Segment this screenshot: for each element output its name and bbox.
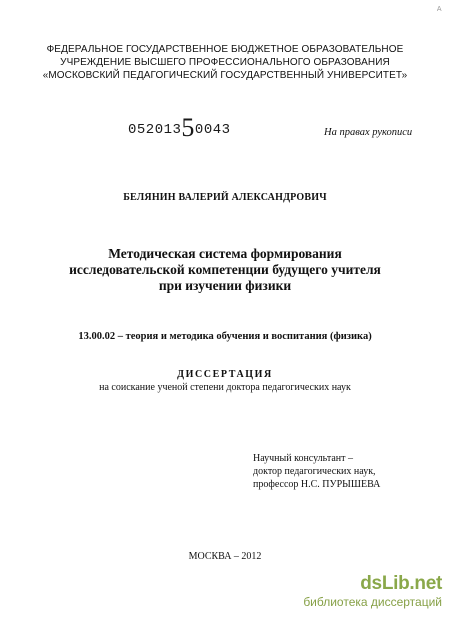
specialty-code: 13.00.02 – теория и методика обучения и воспитания (физика): [78, 331, 372, 342]
consultant-line-2: доктор педагогических наук,: [253, 466, 376, 477]
organization-line-2: УЧРЕЖДЕНИЕ ВЫСШЕГО ПРОФЕССИОНАЛЬНОГО ОБРАЗОВАНИЯ: [60, 57, 390, 68]
registration-number-part-2: 5: [181, 113, 195, 142]
consultant-line-1: Научный консультант –: [253, 453, 353, 464]
watermark[interactable]: [266, 573, 442, 609]
rights-note: На правах рукописи: [324, 127, 413, 138]
city-year: МОСКВА – 2012: [188, 551, 262, 562]
registration-number: [128, 113, 231, 142]
consultant-line-3: профессор Н.С. ПУРЫШЕВА: [253, 479, 381, 490]
dissertation-subtitle: на соискание ученой степени доктора педагогических наук: [99, 382, 351, 393]
scientific-consultant: [253, 452, 380, 491]
organization-line-3: «МОСКОВСКИЙ ПЕДАГОГИЧЕСКИЙ ГОСУДАРСТВЕННЫЙ УНИВЕРСИТЕТ»: [42, 70, 408, 81]
watermark-subtitle: библиотека диссертаций: [303, 595, 442, 609]
watermark-logo: dsLib.net: [360, 573, 442, 594]
organization-line-1: ФЕДЕРАЛЬНОЕ ГОСУДАРСТВЕННОЕ БЮДЖЕТНОЕ ОБРАЗОВАТЕЛЬНОЕ: [46, 44, 404, 55]
registration-number-part-1: 052013: [128, 122, 182, 138]
title-line-3: при изучении физики: [158, 278, 292, 293]
author-name: БЕЛЯНИН ВАЛЕРИЙ АЛЕКСАНДРОВИЧ: [123, 192, 327, 203]
organization-header: [20, 43, 430, 82]
dissertation-label: ДИССЕРТАЦИЯ: [177, 369, 273, 380]
title-line-1: Методическая система формирования: [108, 246, 342, 261]
corner-mark: A: [436, 6, 442, 13]
dissertation-title: [40, 246, 410, 294]
title-line-2: исследовательской компетенции будущего учителя: [69, 262, 381, 277]
registration-number-part-3: 0043: [194, 122, 231, 138]
